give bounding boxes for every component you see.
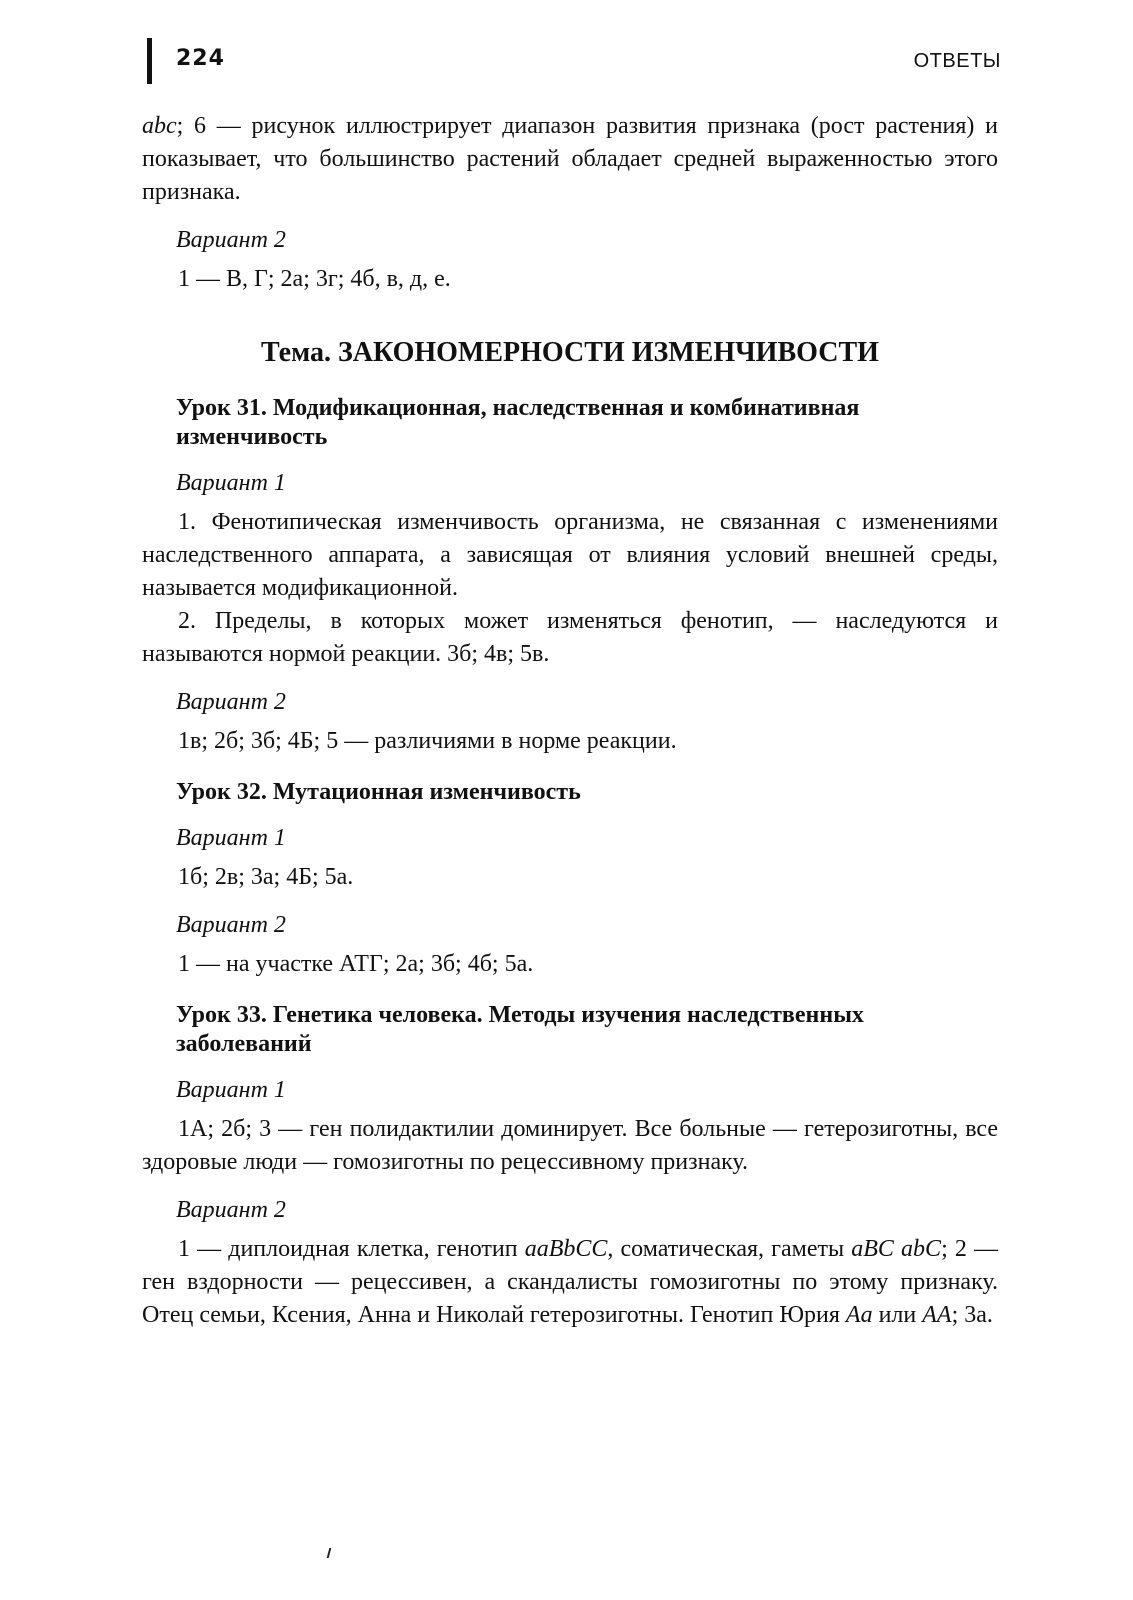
answer-text: 2. Пределы, в которых может изменяться фенотип, — наследуются и называются нормой реакции. 3б; 4в; 5в. [142, 608, 998, 667]
page-rule [147, 38, 152, 84]
running-head: ОТВЕТЫ [913, 50, 1001, 72]
topic-title: Тема. ЗАКОНОМЕРНОСТИ ИЗМЕНЧИВОСТИ [261, 337, 879, 368]
variant-label: Вариант 1 [176, 470, 286, 496]
answer-text: 1в; 2б; 3б; 4Б; 5 — различиями в норме реакции. [178, 728, 677, 754]
intro-text: ; 6 — рисунок иллюстрирует диапазон развития признака (рост растения) и показывает, что большинство растений обладает средней выраженностью этого признака. [142, 113, 998, 205]
text-run: ; 3а. [951, 1302, 993, 1328]
answer-text: 1б; 2в; 3а; 4Б; 5а. [178, 864, 354, 890]
variant-label: Вариант 2 [176, 227, 286, 253]
answer-text: 1. Фенотипическая изменчивость организма, не связанная с изменениями наследственного аппарата, а зависящая от влияния условий внешней среды, называется модификационной. [142, 509, 998, 601]
text-run: , соматическая, гаметы [607, 1236, 852, 1262]
page-number: 224 [176, 46, 225, 71]
answer-text: 1 — на участке АТГ; 2а; 3б; 4б; 5а. [178, 951, 534, 977]
answer-text [142, 1233, 998, 1332]
intro-italic: abc [142, 113, 177, 139]
lesson-31-title: Урок 31. Модификационная, наследственная и комбинативная изменчивость [176, 395, 860, 450]
page-content [142, 110, 998, 1332]
variant-label: Вариант 2 [176, 912, 286, 938]
genotype-italic: aaBbCC [524, 1236, 608, 1262]
text-run: 1 — диплоидная клетка, генотип [178, 1236, 525, 1262]
stray-mark [327, 1548, 332, 1558]
variant-label: Вариант 1 [176, 1077, 286, 1103]
lesson-33-title: Урок 33. Генетика человека. Методы изучения наследственных заболеваний [176, 1002, 864, 1057]
answer-text: 1 — В, Г; 2а; 3г; 4б, в, д, е. [178, 266, 451, 292]
genotype-italic: Aa [845, 1302, 873, 1328]
text-run: или [872, 1302, 923, 1328]
intro-paragraph [142, 110, 998, 209]
answer-text: 1А; 2б; 3 — ген полидактилии доминирует. Все больные — гетерозиготны, все здоровые люди — гомозиготны по рецессивному признаку. [142, 1116, 998, 1175]
genotype-italic: AA [922, 1302, 952, 1328]
lesson-32-title: Урок 32. Мутационная изменчивость [176, 779, 581, 805]
variant-label: Вариант 2 [176, 1197, 286, 1223]
variant-label: Вариант 2 [176, 689, 286, 715]
gametes-italic: aBC abC [851, 1236, 942, 1262]
text-run: ; 2 — ген вздорности — рецессивен, а скандалисты гомозиготны по этому признаку. Отец семьи, Ксения, Анна и Николай гетерозиготны. Генотип Юрия [142, 1236, 998, 1328]
variant-label: Вариант 1 [176, 825, 286, 851]
